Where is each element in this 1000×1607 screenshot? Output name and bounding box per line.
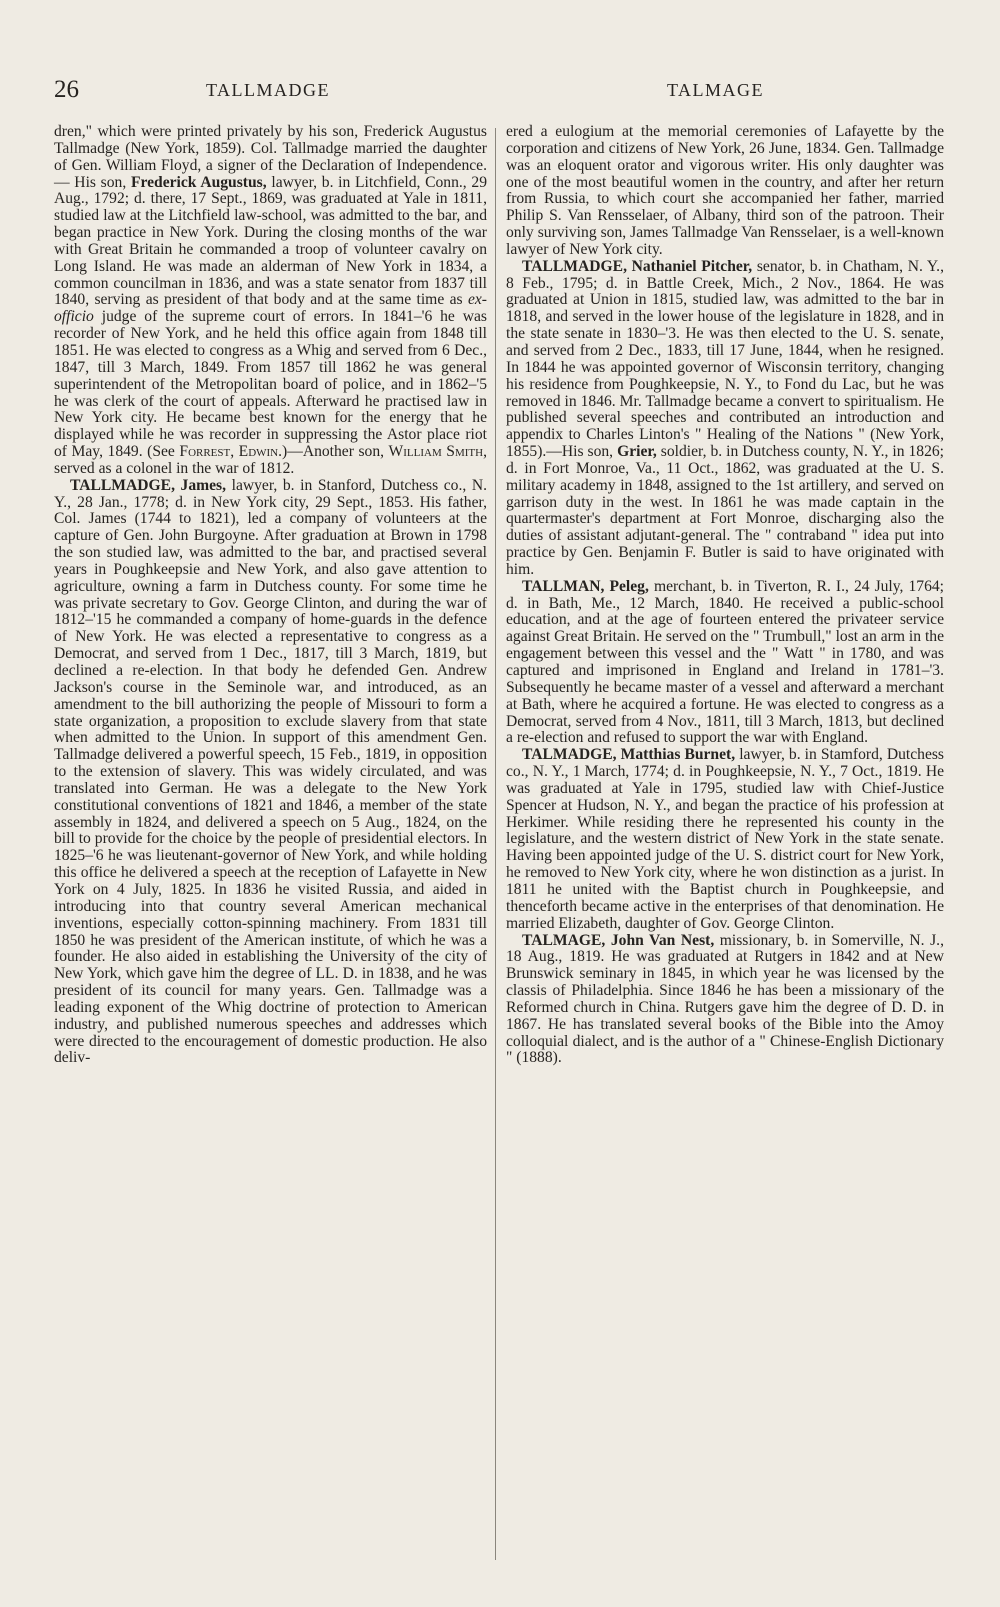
page-number: 26 bbox=[54, 76, 79, 103]
italic-term: ex-officio bbox=[54, 291, 488, 326]
entry-text: lawyer, b. in Stanford, Dutchess co., N. Y., 28 Jan., 1778; d. in New York city, 29 Sept., 1853. His father, Col. James (1744 to 1821), led a company of volunteers at the capture of Gen. John Burgoyne. After graduation at Brown in 1798 the son studied law, was admitted to the bar, and practised several years in Poughkeepsie and New York, and also gave attention to agriculture, owning a farm in Dutchess county. For some time he was private secretary to Gov. George Clinton, and during the war of 1812–'15 he commanded a company of home-guards in the defence of New York. He was elected a representative to congress as a Democrat, and served from 1 Dec., 1817, till 3 March, 1819, but declined a re-election. In that body he defended Gen. Andrew Jackson's course in the Seminole war, and introduced, as an amendment to the bill authorizing the people of Missouri to form a state organization, a proposition to exclude slavery from that state when admitted to the Union. In support of this amendment Gen. Tallmadge delivered a powerful speech, 15 Feb., 1819, in opposition to the extension of slavery. This was widely circulated, and was translated into German. He was a delegate to the New York constitutional conventions of 1821 and 1846, a member of the state assembly in 1824, and delivered a speech on 5 Aug., 1824, on the bill to provide for the choice by the people of presidential electors. In 1825–'6 he was lieutenant-governor of New York, and while holding this office he delivered a speech at the reception of Lafayette in New York on 4 July, 1825. In 1836 he visited Russia, and aided in introducing into that country several American mechanical inventions, especially cotton-spinning machinery. From 1831 till 1850 he was president of the American institute, of which he was a founder. He also aided in establishing the University of the city of New York, which gave him the degree of LL. D. in 1838, and he was president of its council for many years. Gen. Tallmadge was a leading exponent of the Whig doctrine of protection to American industry, and published numerous speeches and addresses which were directed to the encouragement of domestic production. He also deliv- bbox=[54, 476, 487, 1067]
entry-heading: TALLMADGE, James, bbox=[70, 476, 227, 494]
entry-tallmadge-james bbox=[54, 478, 487, 1068]
entry-talmage-john bbox=[506, 933, 944, 1068]
left-column bbox=[54, 124, 487, 1067]
entry-text: soldier, b. in Dutchess county, N. Y., in 1826; d. in Fort Monroe, Va., 11 Oct., 1862, was graduated at the U. S. military academy in 1848, assigned to the 1st artillery, and served on garrison duty in the west. In 1861 he was made captain in the quartermaster's department at Fort Monroe, discharging also the duties of assistant adjutant-general. The " contraband " idea put into practice by Gen. Benjamin F. Butler is said to have originated with him. bbox=[506, 443, 945, 578]
subentry-name: Grier, bbox=[617, 443, 657, 461]
entry-heading: TALMADGE, Matthias Burnet, bbox=[522, 746, 736, 764]
entry-tallman-peleg bbox=[506, 579, 944, 747]
entry-text: lawyer, b. in Stamford, Dutchess co., N. Y., 1 March, 1774; d. in Poughkeepsie, N. Y., 7 Oct., 1819. He was graduated at Yale in 1795, studied law with Chief-Justice Spencer at Hudson, N. Y., and began the practice of his profession at Herkimer. While residing there he represented his county in the legislature, and the western district of New York in the state senate. Having been appointed judge of the U. S. district court for New York, he removed to New York city, where he won distinction as a jurist. In 1811 he united with the Baptist church in Poughkeepsie, and thenceforth became active in the enterprises of that denomination. He married Elizabeth, daughter of Gov. George Clinton. bbox=[506, 746, 945, 932]
continued-paragraph bbox=[506, 124, 944, 259]
running-head-right: TALMAGE bbox=[667, 80, 765, 100]
page-header bbox=[0, 72, 1000, 102]
cross-reference: Forrest, Edwin. bbox=[179, 443, 283, 461]
entry-heading: TALLMADGE, Nathaniel Pitcher, bbox=[522, 257, 753, 275]
right-column bbox=[506, 124, 944, 1067]
column-divider bbox=[495, 128, 496, 1560]
paragraph-text: lawyer, b. in Litchfield, Conn., 29 Aug., 1792; d. there, 17 Sept., 1869, was graduated at Yale in 1811, studied law at the Litchfield law-school, was admitted to the bar, and began practice in New York. During the closing months of the war with Great Britain he commanded a troop of volunteer cavalry on Long Island. He was made an alderman of New York in 1834, a common councilman in 1836, and was a state senator from 1837 till 1840, serving as president of that body and at the same time as bbox=[54, 173, 487, 309]
paragraph-text: dren," which were printed privately by his son, Frederick Augustus Tallmadge (New York, 1859). Col. Tallmadge married the daughter of Gen. William Floyd, a signer of the Declaration of Independence. — His son, bbox=[54, 123, 487, 191]
subentry-name: William Smith, bbox=[388, 443, 487, 461]
subentry-name: Frederick Augustus, bbox=[130, 173, 267, 191]
continued-paragraph bbox=[54, 124, 487, 478]
paragraph-text: )—Another son, bbox=[282, 443, 385, 461]
paragraph-text: served as a colonel in the war of 1812. bbox=[54, 459, 295, 477]
entry-heading: TALMAGE, John Van Nest, bbox=[522, 931, 715, 949]
entry-text: merchant, b. in Tiverton, R. I., 24 July, 1764; d. in Bath, Me., 12 March, 1840. He received a public-school education, and at the age of fourteen entered the privateer service against Great Britain. He served on the " Trumbull," lost an arm in the engagement between this vessel and the " Watt " in 1780, and was captured and imprisoned in England and Ireland in 1781–'3. Subsequently he became master of a vessel and afterward a merchant at Bath, where he acquired a fortune. He was elected to congress as a Democrat, served from 4 Nov., 1811, till 3 March, 1813, but declined a re-election and refused to support the war with England. bbox=[506, 577, 945, 747]
running-head-left: TALLMADGE bbox=[206, 80, 331, 100]
paragraph-text: judge of the supreme court of errors. In 1841–'6 he was recorder of New York, and he held this office again from 1848 till 1851. He was elected to congress as a Whig and served from 6 Dec., 1847, till 3 March, 1849. From 1857 till 1862 he was general superintendent of the Metropolitan board of police, and in 1862–'5 he was clerk of the court of appeals. Afterward he practised law in New York city. He became best known for the energy that he displayed while he was recorder in suppressing the Astor place riot of May, 1849. (See bbox=[54, 308, 487, 461]
entry-heading: TALLMAN, Peleg, bbox=[522, 577, 649, 595]
entry-text: missionary, b. in Somerville, N. J., 18 Aug., 1819. He was graduated at Rutgers in 1842 and at New Brunswick seminary in 1845, in which year he was licensed by the classis of Philadelphia. Since 1846 he has been a missionary of the Reformed church in China. Rutgers gave him the degree of D. D. in 1867. He has translated several books of the Bible into the Amoy colloquial dialect, and is the author of a " Chinese-English Dictionary " (1888). bbox=[506, 931, 944, 1067]
entry-talmadge-matthias bbox=[506, 747, 944, 932]
entry-text: senator, b. in Chatham, N. Y., 8 Feb., 1795; d. in Battle Creek, Mich., 2 Nov., 1864. He was graduated at Union in 1815, studied law, was admitted to the bar in 1818, and served in the lower house of the legislature in 1828, and in the state senate in 1830–'3. He was then elected to the U. S. senate, and served from 2 Dec., 1833, till 17 June, 1844, when he resigned. In 1844 he was appointed governor of Wisconsin territory, changing his residence from Poughkeepsie, N. Y., to Fond du Lac, but he was removed in 1846. Mr. Tallmadge became a convert to spiritualism. He published several speeches and contributed an introduction and appendix to Charles Linton's " Healing of the Nations " (New York, 1855).—His son, bbox=[506, 257, 944, 461]
paragraph-text: ered a eulogium at the memorial ceremonies of Lafayette by the corporation and citizens of New York, 26 June, 1834. Gen. Tallmadge was an eloquent orator and vigorous writer. His only daughter was one of the most beautiful women in the country, and after her return from Russia, to which court she accompanied her father, married Philip S. Van Rensselaer, of Albany, third son of the patroon. Their only surviving son, James Tallmadge Van Rensselaer, is a well-known lawyer of New York city. bbox=[506, 123, 944, 258]
entry-tallmadge-nathaniel bbox=[506, 259, 944, 579]
